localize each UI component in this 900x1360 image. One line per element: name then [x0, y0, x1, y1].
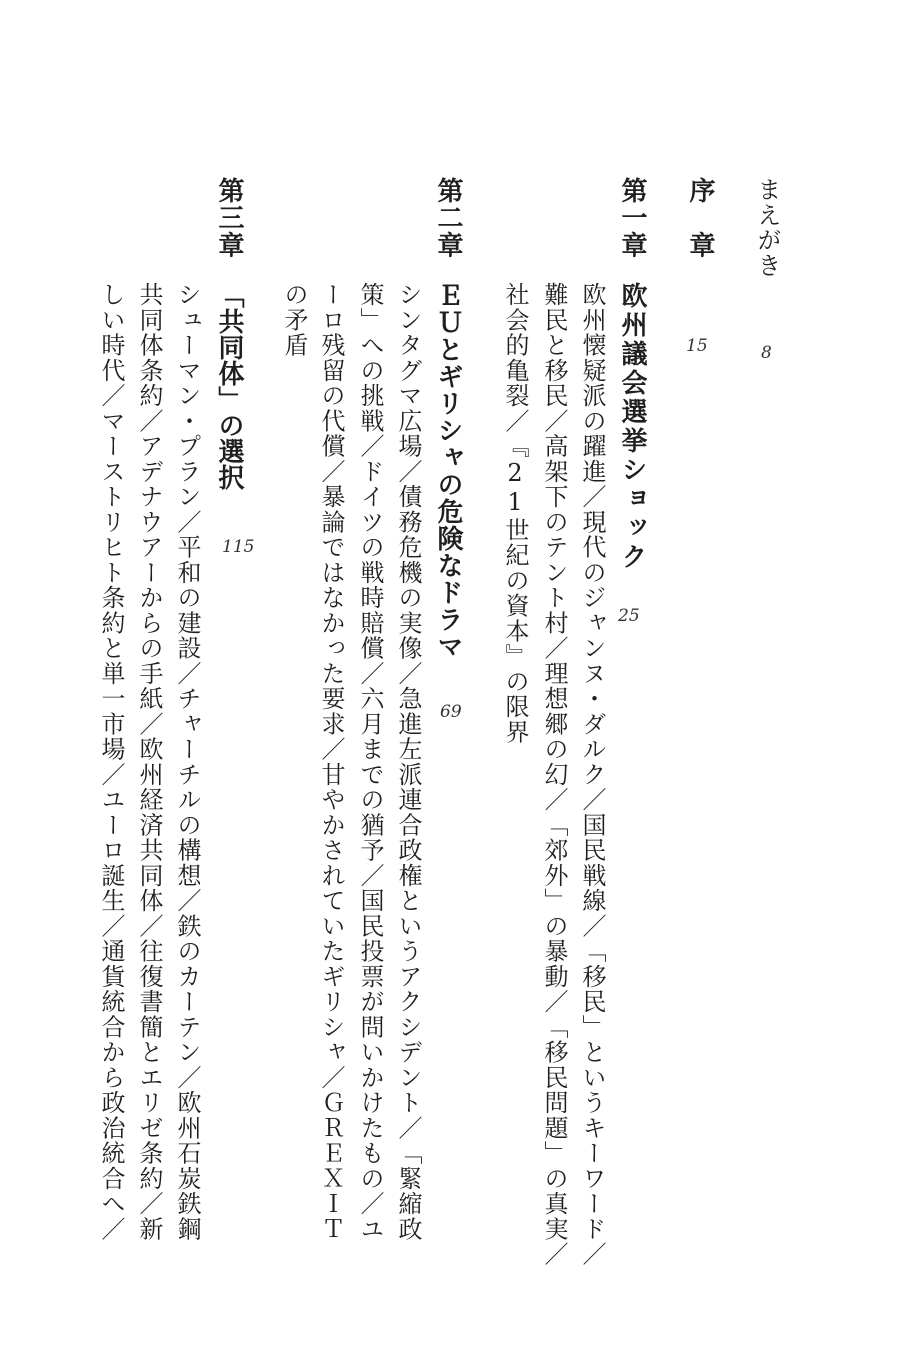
chapter1-title: 欧州議会選挙ショック: [617, 282, 647, 572]
chapter2-section-line: ーロ残留の代償／暴論ではなかった要求／甘やかされていたギリシャ／ＧＲＥＸＩＴ: [317, 282, 345, 1242]
chapter1-label: 第一章: [617, 177, 647, 259]
intro-page-number: 15: [686, 336, 708, 356]
chapter1-section-line: 社会的亀裂／『21世紀の資本』の限界: [501, 282, 529, 745]
chapter1-page-number: 25: [618, 606, 640, 626]
chapter3-section-line: 共同体条約／アデナウアーからの手紙／欧州経済共同体／往復書簡とエリゼ条約／新: [135, 282, 163, 1242]
chapter2-section-line: シンタグマ広場／債務危機の実像／急進左派連合政権というアクシデント／「緊縮政: [394, 282, 422, 1242]
intro-label: 序 章: [685, 177, 715, 259]
chapter1-section-line: 欧州懐疑派の躍進／現代のジャンヌ・ダルク／国民戦線／「移民」というキーワード／: [578, 282, 606, 1267]
chapter2-page-number: 69: [440, 702, 462, 722]
chapter3-label: 第三章: [214, 177, 244, 259]
chapter3-title: 「共同体」の選択: [214, 282, 244, 490]
chapter3-page-number: 115: [222, 537, 255, 557]
chapter2-label: 第二章: [433, 177, 463, 259]
chapter3-section-line: シューマン・プラン／平和の建設／チャーチルの構想／鉄のカーテン／欧州石炭鉄鋼: [173, 282, 201, 1242]
preface-label: まえがき: [753, 177, 781, 278]
chapter1-section-line: 難民と移民／高架下のテント村／理想郷の幻／「郊外」の暴動／「移民問題」の真実／: [540, 282, 568, 1267]
chapter2-title: ＥＵとギリシャの危険なドラマ: [433, 282, 463, 660]
preface-page-number: 8: [761, 343, 772, 363]
chapter3-section-line: しい時代／マーストリヒト条約と単一市場／ユーロ誕生／通貨統合から政治統合へ／: [97, 282, 125, 1242]
chapter2-section-line: の矛盾: [280, 282, 308, 358]
chapter2-section-line: 策」への挑戦／ドイツの戦時賠償／六月までの猶予／国民投票が問いかけたもの／ユ: [356, 282, 384, 1242]
